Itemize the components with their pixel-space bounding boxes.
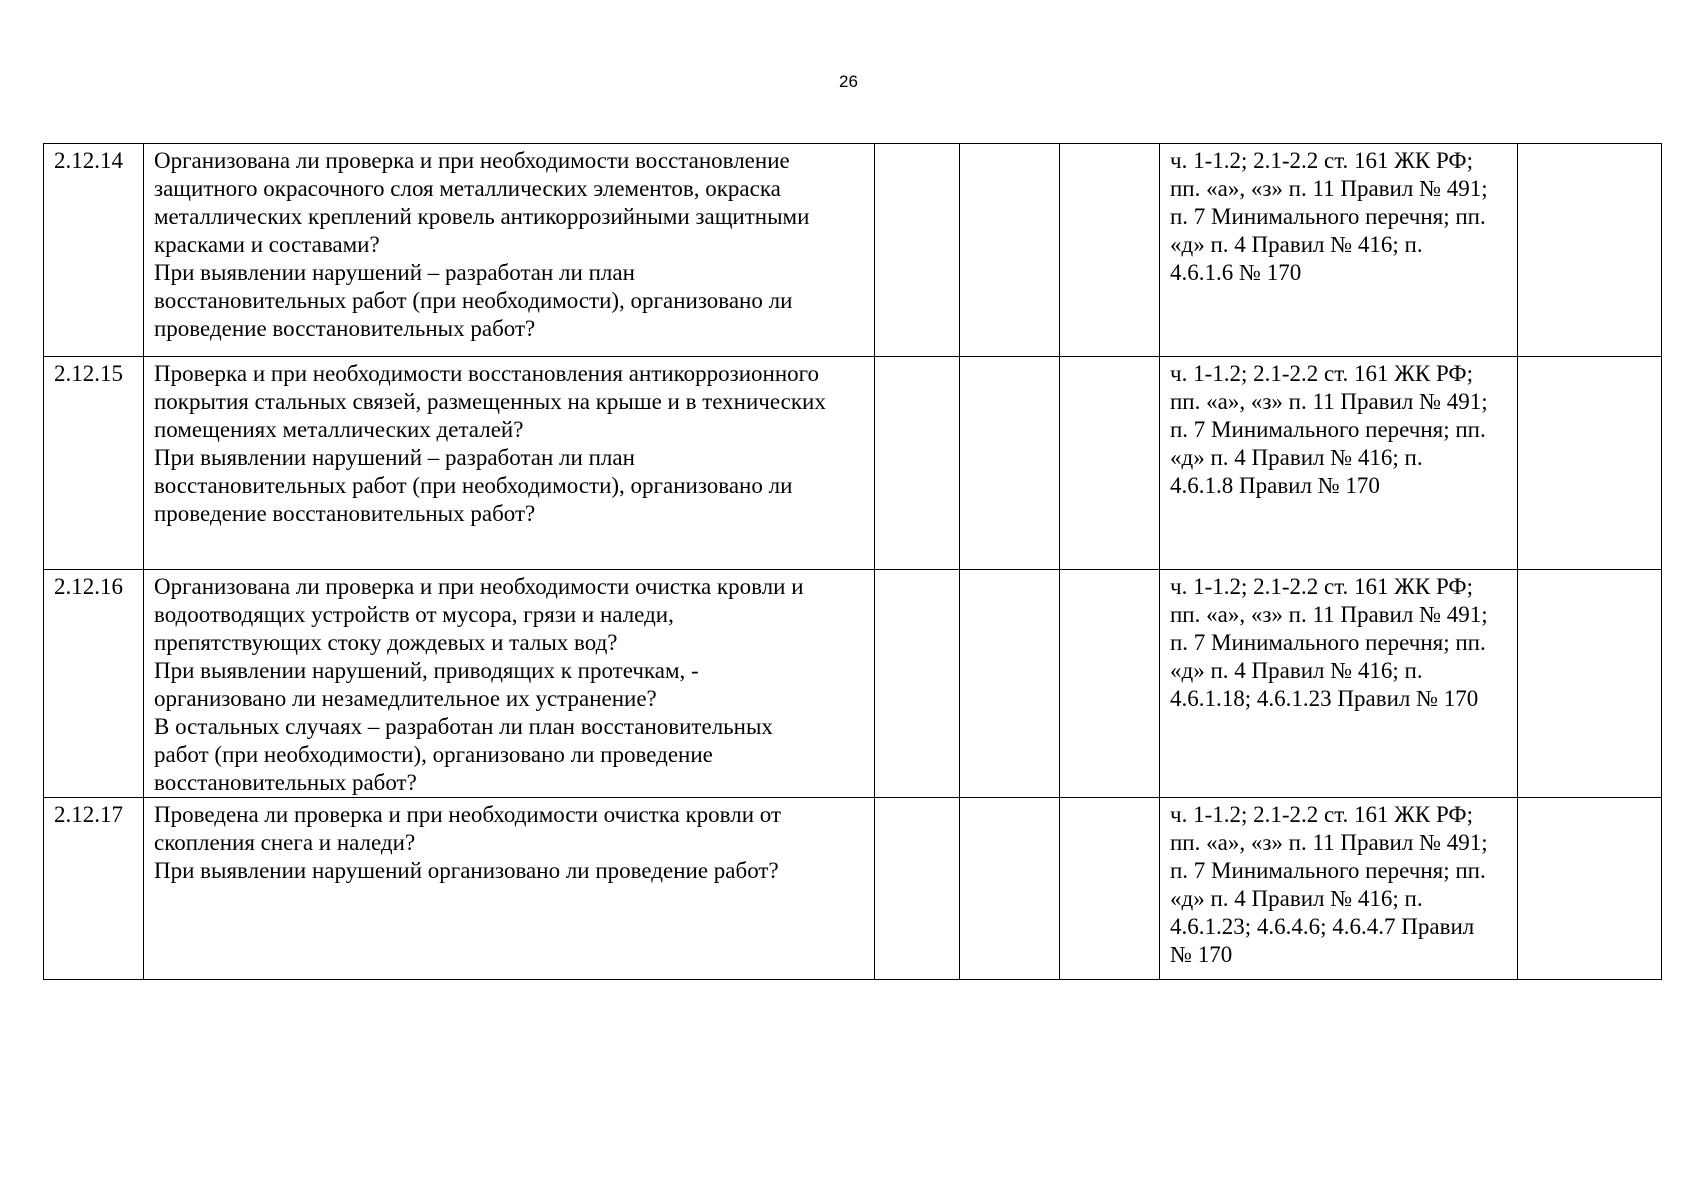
question-line: водоотводящих устройств от мусора, грязи и наледи, — [154, 602, 674, 627]
question-line: проведение восстановительных работ? — [154, 316, 536, 341]
question-line: Организована ли проверка и при необходимости очистка кровли и — [154, 574, 804, 599]
page-number: 26 — [839, 72, 858, 91]
reference-line: п. 7 Минимального перечня; пп. — [1170, 858, 1486, 883]
question-line: помещениях металлических деталей? — [154, 417, 524, 442]
answer-no-cell[interactable] — [960, 798, 1060, 980]
reference-line: ч. 1-1.2; 2.1-2.2 ст. 161 ЖК РФ; — [1170, 361, 1473, 386]
answer-yes-cell[interactable] — [875, 798, 960, 980]
reference-line: п. 7 Минимального перечня; пп. — [1170, 417, 1486, 442]
question-line: Проведена ли проверка и при необходимости очистка кровли от — [154, 802, 782, 827]
question-line: препятствующих стоку дождевых и талых вод? — [154, 630, 618, 655]
question-line: металлических креплений кровель антикоррозийными защитными — [154, 204, 810, 229]
answer-na-cell[interactable] — [1060, 798, 1160, 980]
item-reference — [1160, 570, 1518, 798]
table-row — [44, 357, 1662, 570]
table-row — [44, 144, 1662, 357]
question-line: При выявлении нарушений – разработан ли план — [154, 445, 635, 470]
reference-line: п. 7 Минимального перечня; пп. — [1170, 204, 1486, 229]
note-cell[interactable] — [1518, 570, 1662, 798]
reference-line: ч. 1-1.2; 2.1-2.2 ст. 161 ЖК РФ; — [1170, 574, 1473, 599]
reference-line: ч. 1-1.2; 2.1-2.2 ст. 161 ЖК РФ; — [1170, 802, 1473, 827]
reference-line: пп. «а», «з» п. 11 Правил № 491; — [1170, 389, 1488, 414]
note-cell[interactable] — [1518, 798, 1662, 980]
answer-no-cell[interactable] — [960, 357, 1060, 570]
item-question — [144, 144, 875, 357]
reference-line: пп. «а», «з» п. 11 Правил № 491; — [1170, 830, 1488, 855]
item-reference — [1160, 144, 1518, 357]
answer-na-cell[interactable] — [1060, 357, 1160, 570]
item-number: 2.12.14 — [44, 144, 144, 357]
checklist-table — [43, 143, 1662, 980]
item-question — [144, 570, 875, 798]
answer-no-cell[interactable] — [960, 144, 1060, 357]
question-line: Организована ли проверка и при необходимости восстановление — [154, 148, 790, 173]
note-cell[interactable] — [1518, 357, 1662, 570]
question-line: Проверка и при необходимости восстановления антикоррозионного — [154, 361, 820, 386]
question-line: восстановительных работ (при необходимости), организовано ли — [154, 288, 793, 313]
item-number: 2.12.16 — [44, 570, 144, 798]
reference-line: «д» п. 4 Правил № 416; п. — [1170, 445, 1423, 470]
answer-na-cell[interactable] — [1060, 570, 1160, 798]
reference-line: 4.6.1.8 Правил № 170 — [1170, 473, 1380, 498]
reference-line: «д» п. 4 Правил № 416; п. — [1170, 886, 1423, 911]
item-reference — [1160, 357, 1518, 570]
table-row — [44, 798, 1662, 980]
reference-line: п. 7 Минимального перечня; пп. — [1170, 630, 1486, 655]
answer-na-cell[interactable] — [1060, 144, 1160, 357]
question-line: красками и составами? — [154, 232, 380, 257]
item-reference — [1160, 798, 1518, 980]
question-line: организовано ли незамедлительное их устранение? — [154, 686, 657, 711]
reference-line: 4.6.1.23; 4.6.4.6; 4.6.4.7 Правил — [1170, 914, 1475, 939]
question-line: проведение восстановительных работ? — [154, 501, 536, 526]
reference-line: «д» п. 4 Правил № 416; п. — [1170, 232, 1423, 257]
reference-line: пп. «а», «з» п. 11 Правил № 491; — [1170, 176, 1488, 201]
reference-line: «д» п. 4 Правил № 416; п. — [1170, 658, 1423, 683]
question-line: В остальных случаях – разработан ли план восстановительных — [154, 714, 773, 739]
item-number: 2.12.17 — [44, 798, 144, 980]
question-line: скопления снега и наледи? — [154, 830, 416, 855]
reference-line: пп. «а», «з» п. 11 Правил № 491; — [1170, 602, 1488, 627]
table-row — [44, 570, 1662, 798]
question-line: восстановительных работ (при необходимости), организовано ли — [154, 473, 793, 498]
reference-line: 4.6.1.6 № 170 — [1170, 260, 1302, 285]
question-line: покрытия стальных связей, размещенных на крыше и в технических — [154, 389, 826, 414]
item-number: 2.12.15 — [44, 357, 144, 570]
question-line: При выявлении нарушений, приводящих к протечкам, - — [154, 658, 699, 683]
note-cell[interactable] — [1518, 144, 1662, 357]
question-line: При выявлении нарушений – разработан ли план — [154, 260, 635, 285]
reference-line: ч. 1-1.2; 2.1-2.2 ст. 161 ЖК РФ; — [1170, 148, 1473, 173]
question-line: работ (при необходимости), организовано ли проведение — [154, 742, 713, 767]
item-question — [144, 798, 875, 980]
item-question — [144, 357, 875, 570]
answer-yes-cell[interactable] — [875, 570, 960, 798]
answer-no-cell[interactable] — [960, 570, 1060, 798]
answer-yes-cell[interactable] — [875, 357, 960, 570]
question-line: восстановительных работ? — [154, 770, 417, 795]
question-line: защитного окрасочного слоя металлических элементов, окраска — [154, 176, 781, 201]
question-line: При выявлении нарушений организовано ли проведение работ? — [154, 858, 779, 883]
reference-line: 4.6.1.18; 4.6.1.23 Правил № 170 — [1170, 686, 1479, 711]
reference-line: № 170 — [1170, 942, 1233, 967]
answer-yes-cell[interactable] — [875, 144, 960, 357]
